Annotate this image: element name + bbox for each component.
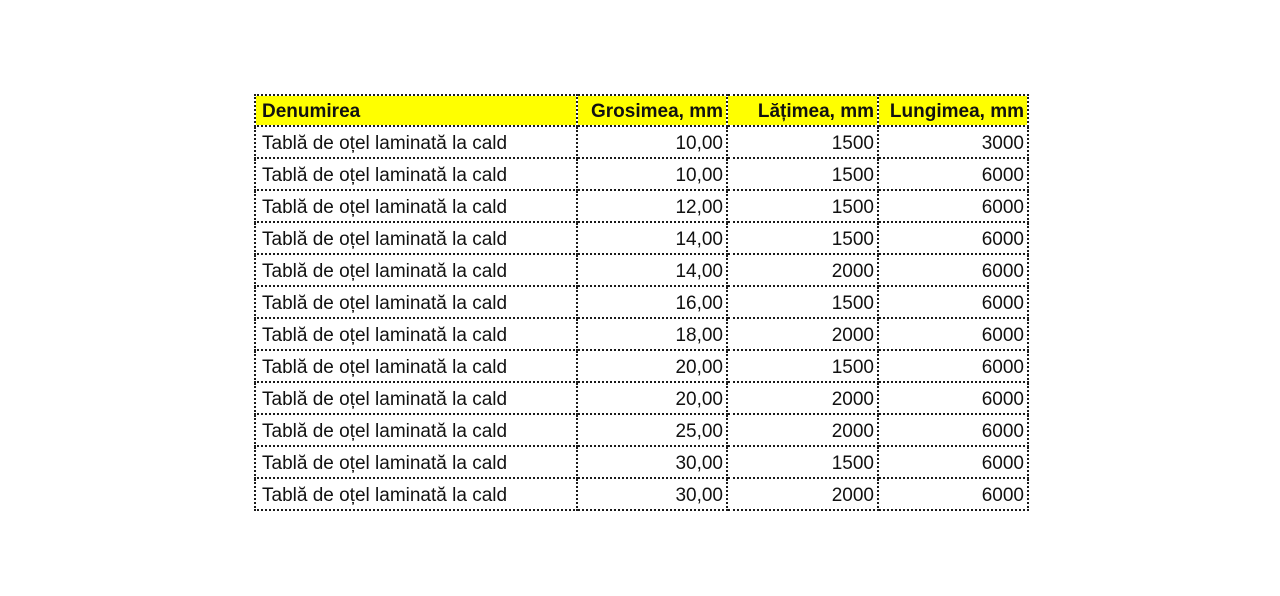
cell-length: 6000 (878, 318, 1028, 350)
cell-width: 2000 (727, 318, 878, 350)
cell-width: 2000 (727, 414, 878, 446)
cell-width: 1500 (727, 350, 878, 382)
cell-name: Tablă de oțel laminată la cald (255, 286, 577, 318)
header-name: Denumirea (255, 95, 577, 126)
cell-length: 6000 (878, 286, 1028, 318)
table-row (255, 414, 1028, 446)
cell-thickness: 30,00 (577, 478, 727, 510)
cell-thickness: 25,00 (577, 414, 727, 446)
steel-sheet-table (254, 94, 1029, 511)
cell-thickness: 10,00 (577, 126, 727, 158)
cell-name: Tablă de oțel laminată la cald (255, 190, 577, 222)
table-body (255, 126, 1028, 510)
table-row (255, 318, 1028, 350)
table-row (255, 190, 1028, 222)
cell-name: Tablă de oțel laminată la cald (255, 126, 577, 158)
cell-thickness: 12,00 (577, 190, 727, 222)
cell-width: 1500 (727, 286, 878, 318)
table-row (255, 254, 1028, 286)
cell-width: 1500 (727, 126, 878, 158)
table-row (255, 350, 1028, 382)
cell-name: Tablă de oțel laminată la cald (255, 350, 577, 382)
cell-length: 6000 (878, 478, 1028, 510)
cell-thickness: 18,00 (577, 318, 727, 350)
cell-length: 6000 (878, 254, 1028, 286)
cell-thickness: 30,00 (577, 446, 727, 478)
header-length: Lungimea, mm (878, 95, 1028, 126)
cell-name: Tablă de oțel laminată la cald (255, 446, 577, 478)
cell-length: 6000 (878, 414, 1028, 446)
cell-thickness: 14,00 (577, 254, 727, 286)
cell-width: 2000 (727, 254, 878, 286)
table-row (255, 446, 1028, 478)
cell-length: 6000 (878, 382, 1028, 414)
cell-length: 6000 (878, 350, 1028, 382)
cell-name: Tablă de oțel laminată la cald (255, 382, 577, 414)
cell-name: Tablă de oțel laminată la cald (255, 478, 577, 510)
cell-thickness: 14,00 (577, 222, 727, 254)
cell-width: 2000 (727, 382, 878, 414)
cell-thickness: 20,00 (577, 350, 727, 382)
cell-length: 6000 (878, 190, 1028, 222)
table-header-row (255, 95, 1028, 126)
cell-name: Tablă de oțel laminată la cald (255, 414, 577, 446)
cell-thickness: 10,00 (577, 158, 727, 190)
cell-width: 1500 (727, 222, 878, 254)
cell-length: 6000 (878, 158, 1028, 190)
table-row (255, 158, 1028, 190)
header-width: Lățimea, mm (727, 95, 878, 126)
cell-width: 1500 (727, 190, 878, 222)
cell-name: Tablă de oțel laminată la cald (255, 318, 577, 350)
cell-length: 3000 (878, 126, 1028, 158)
table-row (255, 382, 1028, 414)
cell-length: 6000 (878, 446, 1028, 478)
table-row (255, 478, 1028, 510)
cell-length: 6000 (878, 222, 1028, 254)
cell-name: Tablă de oțel laminată la cald (255, 254, 577, 286)
cell-name: Tablă de oțel laminată la cald (255, 222, 577, 254)
cell-width: 2000 (727, 478, 878, 510)
table-row (255, 222, 1028, 254)
cell-thickness: 16,00 (577, 286, 727, 318)
table-row (255, 126, 1028, 158)
cell-name: Tablă de oțel laminată la cald (255, 158, 577, 190)
header-thickness: Grosimea, mm (577, 95, 727, 126)
cell-width: 1500 (727, 158, 878, 190)
table-row (255, 286, 1028, 318)
cell-width: 1500 (727, 446, 878, 478)
cell-thickness: 20,00 (577, 382, 727, 414)
